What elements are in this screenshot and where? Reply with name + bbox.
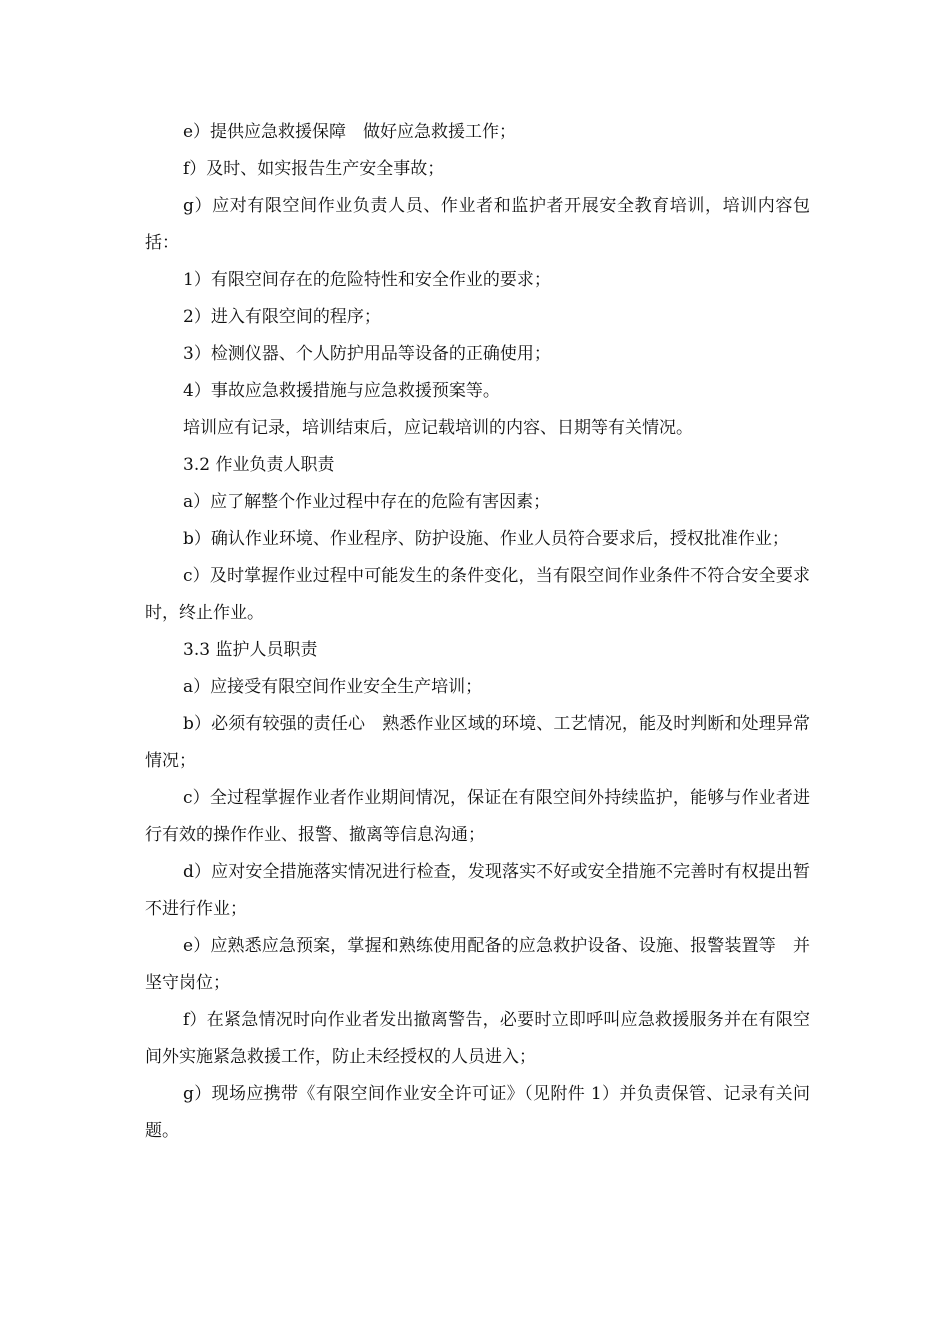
document-body bbox=[145, 114, 810, 1150]
list-item-e-rescue-support: e）提供应急救援保障 做好应急救援工作； bbox=[183, 122, 517, 142]
training-item-2: 2）进入有限空间的程序； bbox=[183, 307, 381, 327]
list-item-f-report-accident: f）及时、如实报告生产安全事故； bbox=[183, 159, 445, 179]
list-item-g-safety-training: g）应对有限空间作业负责人员、作业者和监护者开展安全教育培训，培训内容包括： bbox=[145, 196, 810, 253]
list-item-d-inspection: d）应对安全措施落实情况进行检查，发现落实不好或安全措施不完善时有权提出暂不进行作业； bbox=[145, 862, 810, 919]
section-heading-3-2: 3.2 作业负责人职责 bbox=[183, 455, 335, 475]
list-item-f-evacuation: f）在紧急情况时向作业者发出撤离警告，必要时立即呼叫应急救援服务并在有限空间外实施紧急救援工作，防止未经授权的人员进入； bbox=[145, 1010, 810, 1067]
list-item-c-terminate: c）及时掌握作业过程中可能发生的条件变化，当有限空间作业条件不符合安全要求时，终止作业。 bbox=[145, 566, 810, 623]
list-item-b-responsibility: b）必须有较强的责任心 熟悉作业区域的环境、工艺情况，能及时判断和处理异常情况； bbox=[145, 714, 810, 771]
list-item-g-permit: g）现场应携带《有限空间作业安全许可证》（见附件 1）并负责保管、记录有关问题。 bbox=[145, 1084, 810, 1141]
list-item-a-hazards: a）应了解整个作业过程中存在的危险有害因素； bbox=[183, 492, 551, 512]
training-item-1: 1）有限空间存在的危险特性和安全作业的要求； bbox=[183, 270, 551, 290]
section-heading-3-3: 3.3 监护人员职责 bbox=[183, 640, 318, 660]
training-item-3: 3）检测仪器、个人防护用品等设备的正确使用； bbox=[183, 344, 551, 364]
list-item-c-monitoring: c）全过程掌握作业者作业期间情况，保证在有限空间外持续监护，能够与作业者进行有效的操作作业、报警、撤离等信息沟通； bbox=[145, 788, 810, 845]
list-item-b-authorize: b）确认作业环境、作业程序、防护设施、作业人员符合要求后，授权批准作业； bbox=[183, 529, 789, 549]
list-item-e-emergency-plan: e）应熟悉应急预案，掌握和熟练使用配备的应急救护设备、设施、报警装置等 并坚守岗位； bbox=[145, 936, 810, 993]
list-item-a-training: a）应接受有限空间作业安全生产培训； bbox=[183, 677, 483, 697]
training-record-note: 培训应有记录，培训结束后，应记载培训的内容、日期等有关情况。 bbox=[183, 418, 693, 438]
training-item-4: 4）事故应急救援措施与应急救援预案等。 bbox=[183, 381, 500, 401]
